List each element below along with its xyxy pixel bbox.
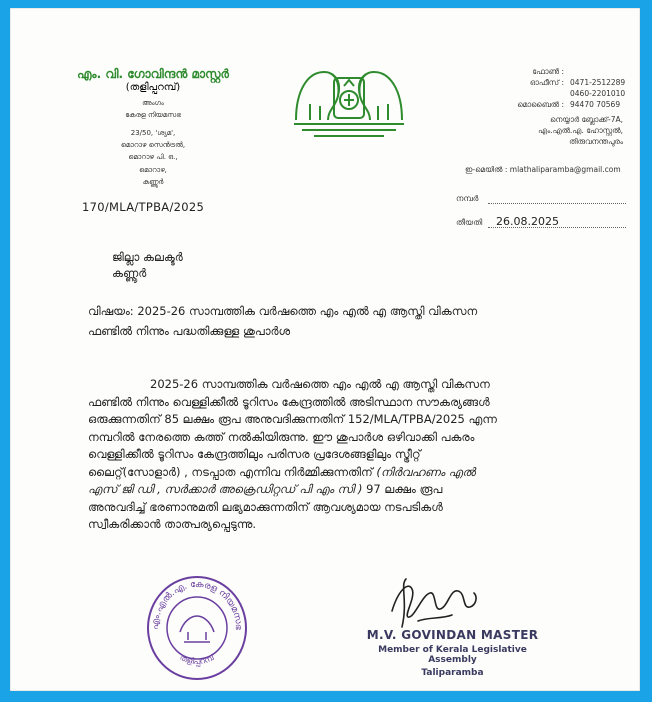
recipient-block bbox=[112, 249, 183, 281]
letterhead-address-line: മൊറാഴ, bbox=[139, 165, 167, 174]
body-italic: (നിർവഹണം എൽ bbox=[376, 464, 476, 479]
letter-page bbox=[10, 8, 640, 691]
hostel-address-line: തിരുവനന്തപുരം bbox=[569, 137, 623, 146]
body-line: 2025-26 സാമ്പത്തിക വർഷത്തെ എം എൽ എ ആസ്തി വികസന bbox=[150, 377, 490, 391]
date-value: 26.08.2025 bbox=[488, 215, 626, 228]
office-number: 0460-2201010 bbox=[570, 89, 626, 98]
number-date-fields bbox=[456, 180, 626, 228]
subject-line: വിഷയം: 2025-26 സാമ്പത്തിക വർഷത്തെ എം എൽ എ ആസ്തി വികസന bbox=[88, 304, 478, 318]
mobile-number: 94470 70569 bbox=[570, 100, 621, 109]
signoff-block bbox=[355, 628, 550, 678]
office-label: ഓഫീസ് : bbox=[529, 78, 564, 87]
hostel-address-line: എം.എൽ.എ. ഹോസ്റ്റൽ, bbox=[538, 126, 623, 135]
number-field bbox=[488, 191, 626, 204]
signatory-name: M.V. GOVINDAN MASTER bbox=[366, 628, 539, 642]
subject-block bbox=[88, 301, 608, 341]
recipient-line: ജില്ലാ കലക്ടർ bbox=[112, 250, 183, 264]
letterhead-block bbox=[68, 68, 238, 186]
signatory-title: Member of Kerala Legislative Assembly bbox=[378, 645, 527, 665]
letterhead-address-line: കണ്ണൂർ bbox=[142, 177, 164, 186]
body-line: ലൈറ്റ്(സോളാർ) , നടപ്പാത എന്നിവ നിർമ്മിക്കുന്നതിന് bbox=[88, 464, 373, 479]
body-italic: എസ് ജി ഡി , സർക്കാർ അക്രെഡിറ്റഡ് പി എം സി ) bbox=[88, 482, 363, 496]
office-seal bbox=[144, 570, 250, 682]
letterhead-designation: അംഗം bbox=[142, 99, 164, 108]
hostel-address bbox=[505, 114, 623, 147]
letterhead-assembly: കേരള നിയമസഭ bbox=[125, 111, 181, 120]
number-label: നമ്പർ bbox=[456, 194, 479, 203]
email-address: mlathaliparamba@gmail.com bbox=[509, 165, 621, 174]
email-label: ഇ-മെയിൽ : bbox=[465, 165, 508, 174]
seal-bottom-text: തളിപ്പറമ്പ് bbox=[178, 652, 216, 667]
reference-number: 170/MLA/TPBA/2025 bbox=[82, 200, 205, 214]
body-line: അനുവദിച്ച് ഭരണാനുമതി ലഭ്യമാക്കുന്നതിന് ആവശ്യമായ നടപടികൾ bbox=[88, 499, 443, 514]
body-line: ഒരുക്കുന്നതിന് 85 ലക്ഷം രൂപ അനുവദിക്കുന്നതിന് 152/MLA/TPBA/2025 എന്ന bbox=[88, 412, 497, 426]
handwritten-signature bbox=[378, 571, 488, 633]
letterhead-name: എം. വി. ഗോവിന്ദൻ മാസ്റ്റർ bbox=[77, 67, 229, 81]
contact-block bbox=[450, 66, 640, 110]
phone-label: ഫോൺ : bbox=[532, 67, 564, 76]
signatory-place: Taliparamba bbox=[421, 668, 484, 678]
body-line: സ്വീകരിക്കാൻ താത്പര്യപ്പെടുന്നു. bbox=[88, 517, 257, 531]
date-label: തീയതി bbox=[456, 218, 483, 227]
body-line: നമ്പറിൽ നേരത്തെ കത്ത് നൽകിയിരുന്നു. ഈ ശുപാർശ ഒഴിവാക്കി പകരം bbox=[88, 429, 475, 444]
body-line: ഫണ്ടിൽ നിന്നും വെള്ളിക്കീൽ ടൂറിസം കേന്ദ്രത്തിൽ അടിസ്ഥാന സൗകര്യങ്ങൾ bbox=[88, 394, 490, 409]
office-number: 0471-2512289 bbox=[570, 78, 626, 87]
letterhead-address-line: മൊറാഴ സെൻട്രൽ, bbox=[120, 141, 186, 150]
email-line bbox=[465, 165, 621, 175]
subject-line: ഫണ്ടിൽ നിന്നും പദ്ധതിക്കുള്ള ശുപാർശ bbox=[88, 324, 291, 338]
letterhead-address-line: 23/50, 'ശ്യമ', bbox=[130, 129, 176, 138]
hostel-address-line: നെയ്യാർ ബ്ലോക്ക്-7A, bbox=[550, 115, 623, 124]
body-line: വെള്ളിക്കീൽ ടൂറിസം കേന്ദ്രത്തിലും പരിസര പ്രദേശങ്ങളിലും സ്ട്രീറ്റ് bbox=[88, 447, 421, 461]
kerala-emblem-icon bbox=[288, 50, 410, 142]
mobile-label: മൊബൈൽ : bbox=[517, 100, 564, 109]
body-line: 97 ലക്ഷം രൂപ bbox=[366, 482, 443, 496]
letter-body bbox=[88, 376, 608, 534]
letterhead-address-line: മൊറാഴ പി. ഒ., bbox=[128, 153, 178, 162]
recipient-line: കണ്ണൂർ bbox=[112, 266, 147, 280]
seal-top-text: എം.എൽ.എ. കേരള നിയമസഭ bbox=[150, 579, 244, 631]
letterhead-place: (തളിപ്പറമ്പ്) bbox=[125, 81, 181, 93]
